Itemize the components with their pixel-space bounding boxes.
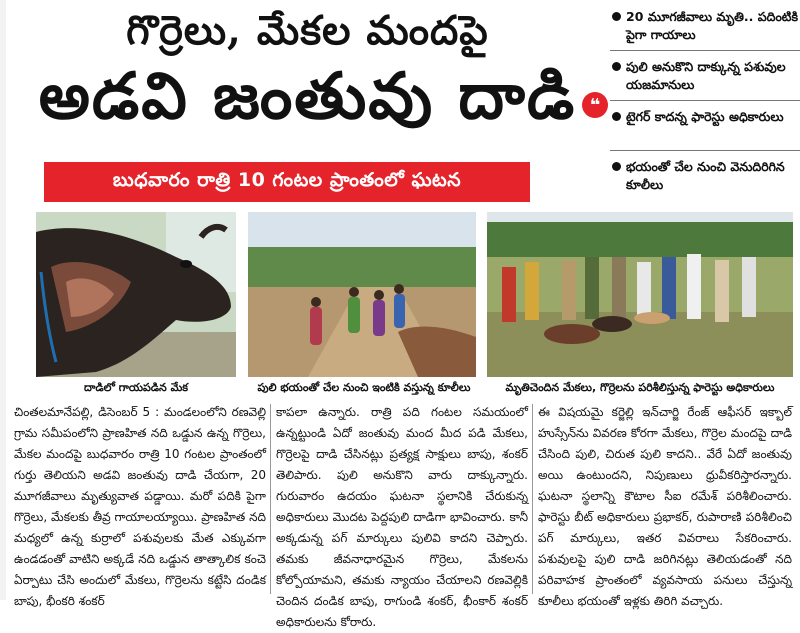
highlight-item — [610, 8, 800, 44]
bullet-dot-icon — [612, 162, 621, 171]
caption-photo-3: మృతిచెందిన మేకలు, గొర్రెలను పరిశీలిస్తున్న ఫారెస్టు అధికారులు — [505, 381, 775, 394]
highlight-item — [610, 58, 800, 94]
column-divider — [532, 404, 533, 594]
divider — [610, 150, 800, 151]
page-edge — [0, 0, 6, 600]
highlight-text: భయంతో చేల నుంచి వెనుదిరిగిన కూలీలు — [626, 159, 785, 192]
article-column-1: చింతలమానేపల్లి, డిసెంబర్ 5 : మండలంలోని రణవెల్లి గ్రామ సమీపంలోని ప్రాణహిత నది ఒడ్డున ఉన్న గొర్రెలు, మేకల మందపై బుధవారం రాత్రి 10 గంటల ప్రాంతంలో గుర్తు తెలియని అడవి జంతువు దాడి చేయగా, 20 మూగజీవాలు మృత్యువాత పడ్డాయి. మరో పదికి పైగా గొర్రెలు, మేకలకు తీవ్ర గాయాలయ్యాయి. ప్రాణహిత నది మధ్యలో ఉన్న కుర్రాలో పశువులకు మేత ఎక్కువగా ఉండడంతో వాటిని అక్కడే నది ఒడ్డున తాత్కాలిక కంచె ఏర్పాటు చేసి అందులో మేకలు, గొర్రెలను కట్టేసి దండిక బాపు, భీంకరి శంకర్ — [14, 405, 266, 608]
article-column-2: కాపలా ఉన్నారు. రాత్రి పది గంటల సమయంలో ఉన్నట్టుండి ఏదో జంతువు మంద మీద పడి మేకలు, గొర్రెలపై దాడి చేసినట్లు ప్రత్యక్ష సాక్షులు బాపు, శంకర్ తెలిపారు. పులి అనుకొని వారు దాక్కున్నారు. గురువారం ఉదయం ఘటనా స్థలానికి చేరుకున్న అధికారులు మొదట పెద్దపులి దాడిగా భావించారు. కానీ అక్కడున్న పగ్ మార్కులు పులివి కాదని చెప్పారు. తమకు జీవనాధారమైన గొర్రెలు, మేకలను కోల్పోయామని, తమకు న్యాయం చేయాలని రణవెల్లికి చెందిన దండిక బాపు, రాగుండి శంకర్, భీంకార్ శంకర్ అధికారులను కోరారు. — [276, 405, 528, 629]
highlight-item — [610, 158, 800, 194]
highlight-text: 20 మూగజీవాలు మృతి.. పదింటికి పైగా గాయాలు — [626, 9, 798, 42]
bullet-dot-icon — [612, 62, 621, 71]
highlight-text: టైగర్ కాదన్న ఫారెస్టు అధికారులు — [626, 109, 784, 124]
goat-image — [36, 212, 236, 377]
divider — [610, 100, 800, 101]
divider — [610, 50, 800, 51]
officers-image — [487, 212, 793, 377]
photo-injured-goat — [36, 212, 236, 377]
headline-line-1: గొర్రెలు, మేకల మందపై — [126, 7, 489, 54]
photo-laborers-returning — [248, 212, 476, 377]
headline-line-2: అడవి జంతువు దాడి — [38, 59, 577, 134]
caption-photo-1: దాడిలో గాయపడిన మేక — [84, 381, 188, 394]
headline — [30, 6, 585, 138]
caption-photo-2: పులి భయంతో చేల నుంచి ఇంటికి వస్తున్న కూలీలు — [257, 381, 471, 394]
column-divider — [270, 404, 271, 594]
highlight-text: పులి అనుకొని దాక్కున్న పశువుల యజమానులు — [626, 59, 786, 92]
highlights-box — [610, 0, 800, 210]
article-column-3: ఈ విషయమై కర్జెల్లి ఇన్‌చార్జి రేంజ్ ఆఫీసర్ ఇక్బాల్ హుస్సేన్‌ను వివరణ కోరగా మేకలు, గొర్రెల మందపై దాడి చేసింది పులి, చిరుత పులి కాదని.. వేరే ఏదో జంతువు అయి ఉంటుందని, నిపుణులు ధ్రువీకరిస్తారన్నారు. ఘటనా స్థలాన్ని కౌటాల సీఐ రమేశ్ పరిశీలించారు. ఫారెస్టు బీట్ అధికారులు ప్రభాకర్, రుపారాణి పరిశీలించి పగ్ మార్కులు, ఇతర వివరాలు సేకరించారు. పశువులపై పులి దాడి జరిగినట్లు తెలియడంతో నది పరివాహక ప్రాంతంలో వ్యవసాయ పనులు చేస్తున్న కూలీలు భయంతో ఇళ్లకు తిరిగి వచ్చారు. — [538, 405, 792, 608]
bullet-dot-icon — [612, 12, 621, 21]
subheadline-banner: బుధవారం రాత్రి 10 గంటల ప్రాంతంలో ఘటన — [44, 162, 530, 202]
photo-forest-officers — [487, 212, 793, 377]
quote-icon: ❝ — [582, 92, 608, 118]
highlight-item — [610, 108, 800, 126]
laborers-image — [248, 212, 476, 377]
bullet-dot-icon — [612, 112, 621, 121]
